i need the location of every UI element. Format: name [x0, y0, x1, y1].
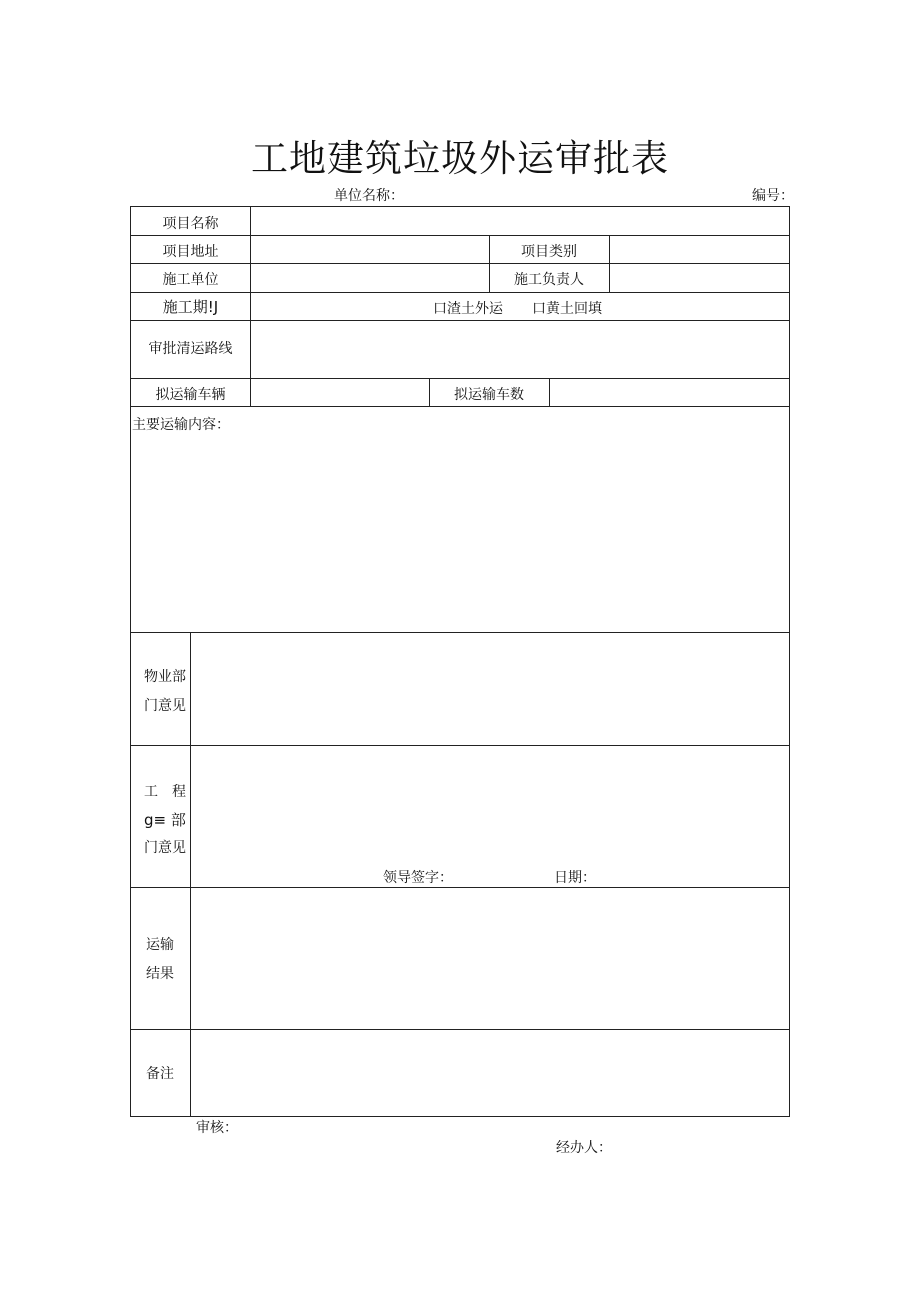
field-transport-result[interactable]: [191, 888, 788, 1028]
label-construction-unit: 施工单位: [162, 272, 219, 288]
label-transport-result-1: 运输: [146, 937, 174, 953]
leader-signature-label: 领导签字：: [383, 870, 453, 886]
approval-form-table: [130, 206, 790, 1117]
label-project-address: 项目地址: [162, 244, 219, 260]
review-label: 审核：: [196, 1120, 238, 1136]
label-eng-dept-2: g≡ 部: [144, 811, 186, 829]
label-remark: 备注: [146, 1066, 174, 1082]
label-eng-dept-1: 工 程: [144, 784, 186, 800]
field-construction-unit[interactable]: [251, 264, 488, 291]
field-transport-content[interactable]: [132, 435, 788, 631]
label-transport-result-2: 结果: [146, 966, 174, 982]
label-property-dept-2: 门意见: [144, 698, 186, 714]
option-loess-backfill[interactable]: 口黄土回填: [532, 301, 602, 317]
row-divider: [131, 406, 789, 407]
field-vehicle-count[interactable]: [550, 379, 788, 405]
label-transport-content: 主要运输内容：: [132, 417, 230, 433]
label-vehicle: 拟运输车辆: [155, 387, 226, 403]
option-slag-removal[interactable]: 口渣土外运: [433, 301, 503, 317]
label-construction-period: 施工期!J: [162, 298, 219, 316]
date-label: 日期：: [554, 870, 596, 886]
field-project-name[interactable]: [251, 208, 488, 234]
handler-label: 经办人：: [556, 1140, 612, 1156]
field-vehicle[interactable]: [251, 379, 428, 405]
field-remark[interactable]: [191, 1030, 788, 1115]
label-vehicle-count: 拟运输车数: [454, 387, 524, 403]
field-property-opinion[interactable]: [191, 633, 788, 744]
page-title: 工地建筑垃圾外运审批表: [251, 137, 669, 180]
field-project-category[interactable]: [610, 236, 788, 262]
field-approved-route[interactable]: [251, 321, 788, 377]
label-project-name: 项目名称: [162, 216, 219, 232]
field-engineering-opinion[interactable]: [191, 746, 788, 866]
label-construction-leader: 施工负责人: [514, 272, 584, 288]
unit-name-label: 单位名称：: [334, 188, 404, 204]
label-project-category: 项目类别: [521, 244, 577, 260]
number-label: 编号：: [752, 188, 794, 204]
row-divider: [131, 292, 789, 293]
label-property-dept-1: 物业部: [144, 669, 186, 685]
field-project-address[interactable]: [251, 236, 488, 262]
field-construction-leader[interactable]: [610, 264, 788, 291]
label-eng-dept-3: 门意见: [144, 840, 186, 856]
label-approved-route: 审批清运路线: [148, 341, 233, 357]
